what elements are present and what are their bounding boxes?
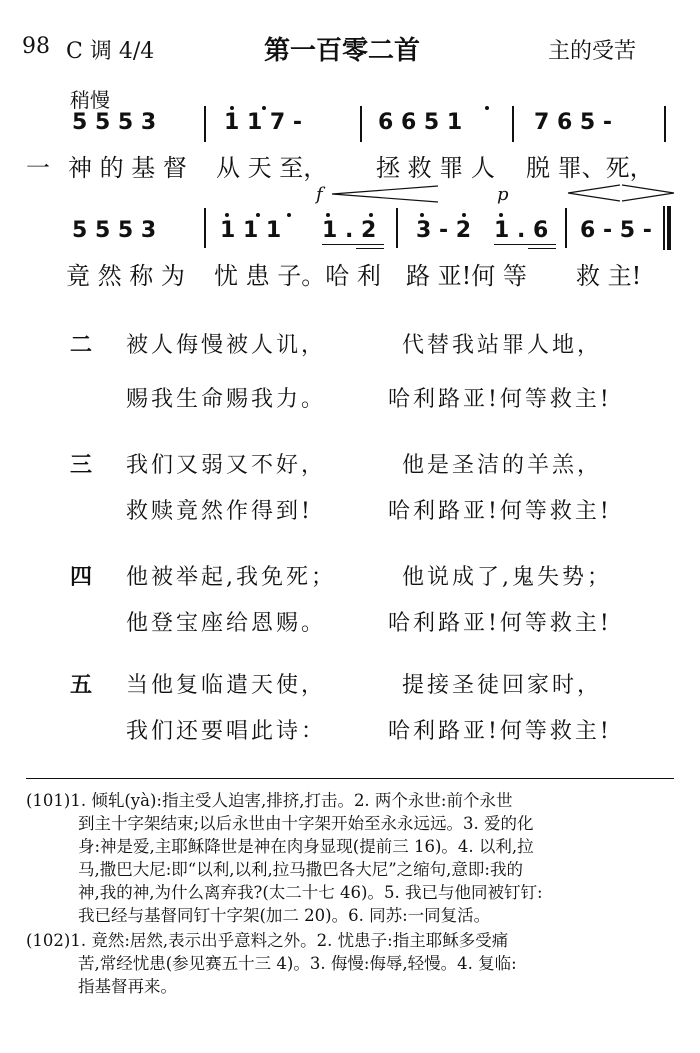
footnote-line: 指基督再来。: [78, 977, 177, 996]
verse-number: 五: [70, 673, 93, 698]
high-dot: [462, 213, 466, 217]
verse-number: 二: [70, 333, 93, 358]
footnote-divider: [26, 778, 674, 779]
lyric-1c: 拯 救 罪 人: [376, 154, 495, 182]
high-dot: [230, 106, 234, 110]
verse-line-left: 当他复临遣天使，: [126, 673, 327, 698]
underline: [494, 244, 556, 245]
high-dot: [369, 213, 373, 217]
verse-line-right: 提接圣徒回家时，: [402, 673, 603, 698]
verse-marker: 一: [26, 154, 50, 182]
verse-line-right: 他是圣洁的羊羔，: [402, 453, 603, 478]
verse-number: 三: [70, 453, 93, 478]
footnote-line: 到主十字架结束;以后永世由十字架开始至永永远远。3. 爱的化: [78, 814, 534, 833]
verse-line-left: 我们还要唱此诗：: [126, 719, 327, 744]
lyric-2b: 忧 患 子。哈 利: [214, 262, 381, 290]
lyric-1d: 脱 罪、死，: [526, 154, 654, 182]
dynamic-piano: p: [497, 184, 509, 205]
barline: [396, 208, 398, 248]
measure-3a: 3 - 2: [416, 218, 472, 243]
measure-2b: 1 . 2: [322, 218, 377, 243]
verse-line-left: 他被举起,我免死；: [126, 565, 336, 590]
underline: [356, 248, 384, 249]
verse-line-right: 哈利路亚!何等救主!: [388, 719, 612, 744]
dynamic-forte: f: [316, 184, 323, 205]
measure-3: 6 6 5 1: [378, 110, 463, 135]
lyric-1a: 神 的 基 督: [68, 154, 187, 182]
verse-line-left: 被人侮慢被人讥，: [126, 333, 327, 358]
measure-3b: 1 . 6: [494, 218, 549, 243]
hymn-topic: 主的受苦: [548, 39, 637, 64]
verse-line-left: 赐我生命赐我力。: [126, 387, 327, 412]
underline: [322, 244, 384, 245]
measure-2a: 1 1 1: [220, 218, 282, 243]
high-dot: [499, 213, 503, 217]
verse-line-left: 救赎竟然作得到!: [126, 499, 313, 524]
measure-1: 5 5 5 3: [72, 110, 157, 135]
page-title: 第一百零二首: [264, 36, 421, 66]
footnote-line: 我已经与基督同钉十字架(加二 20)。6. 同苏:一同复活。: [78, 906, 491, 925]
verse-line-left: 他登宝座给恩赐。: [126, 611, 327, 636]
verse-line-right: 哈利路亚!何等救主!: [388, 611, 612, 636]
verse-line-right: 哈利路亚!何等救主!: [388, 499, 612, 524]
final-barline-thick: [667, 206, 671, 250]
lyric-2a: 竟 然 称 为: [66, 262, 185, 290]
cresc-decresc-hairpin: [566, 182, 676, 204]
verse-line-right: 他说成了,鬼失势；: [402, 565, 612, 590]
key-and-time: C 调 4/4: [66, 39, 155, 64]
high-dot: [420, 213, 424, 217]
measure-4: 6 - 5 -: [580, 218, 652, 243]
final-barline-thin: [663, 206, 665, 250]
barline: [565, 208, 567, 248]
measure-4: 7 6 5 -: [534, 110, 613, 135]
verse-line-right: 哈利路亚!何等救主!: [388, 387, 612, 412]
lyric-2c: 路 亚!何 等: [406, 262, 527, 290]
tempo-marking: 稍慢: [70, 88, 110, 112]
barline: [664, 106, 666, 142]
verse-number: 四: [70, 565, 93, 590]
footnote-line: (101)1. 倾轧(yà):指主受人迫害,排挤,打击。2. 两个永世:前个永世: [26, 791, 513, 810]
high-dot: [287, 213, 291, 217]
footnote-line: 马,撒巴大尼:即“以利,以利,拉马撒巴各大尼”之缩句,意即:我的: [78, 860, 523, 879]
underline: [528, 248, 556, 249]
high-dot: [485, 106, 489, 110]
crescendo-hairpin: [330, 184, 440, 204]
barline: [360, 106, 362, 142]
verse-line-left: 我们又弱又不好，: [126, 453, 327, 478]
footnote-line: 苦,常经忧患(参见赛五十三 4)。3. 侮慢:侮辱,轻慢。4. 复临:: [78, 954, 517, 973]
barline: [204, 208, 206, 248]
measure-1: 5 5 5 3: [72, 218, 157, 243]
barline: [512, 106, 514, 142]
high-dot: [326, 213, 330, 217]
high-dot: [262, 106, 266, 110]
hymn-number: 98: [22, 34, 50, 59]
verse-line-right: 代替我站罪人地，: [402, 333, 603, 358]
high-dot: [256, 213, 260, 217]
barline: [204, 106, 206, 142]
footnote-line: 神,我的神,为什么离弃我?(太二十七 46)。5. 我已与他同被钉钉:: [78, 883, 543, 902]
lyric-1b: 从 天 至，: [216, 154, 328, 182]
high-dot: [225, 213, 229, 217]
measure-2: 1 1 7 -: [224, 110, 303, 135]
footnote-line: (102)1. 竟然:居然,表示出乎意料之外。2. 忧患子:指主耶稣多受痛: [26, 931, 509, 950]
lyric-2d: 救 主!: [576, 262, 642, 290]
footnote-line: 身:神是爱,主耶稣降世是神在肉身显现(提前三 16)。4. 以利,拉: [78, 837, 534, 856]
